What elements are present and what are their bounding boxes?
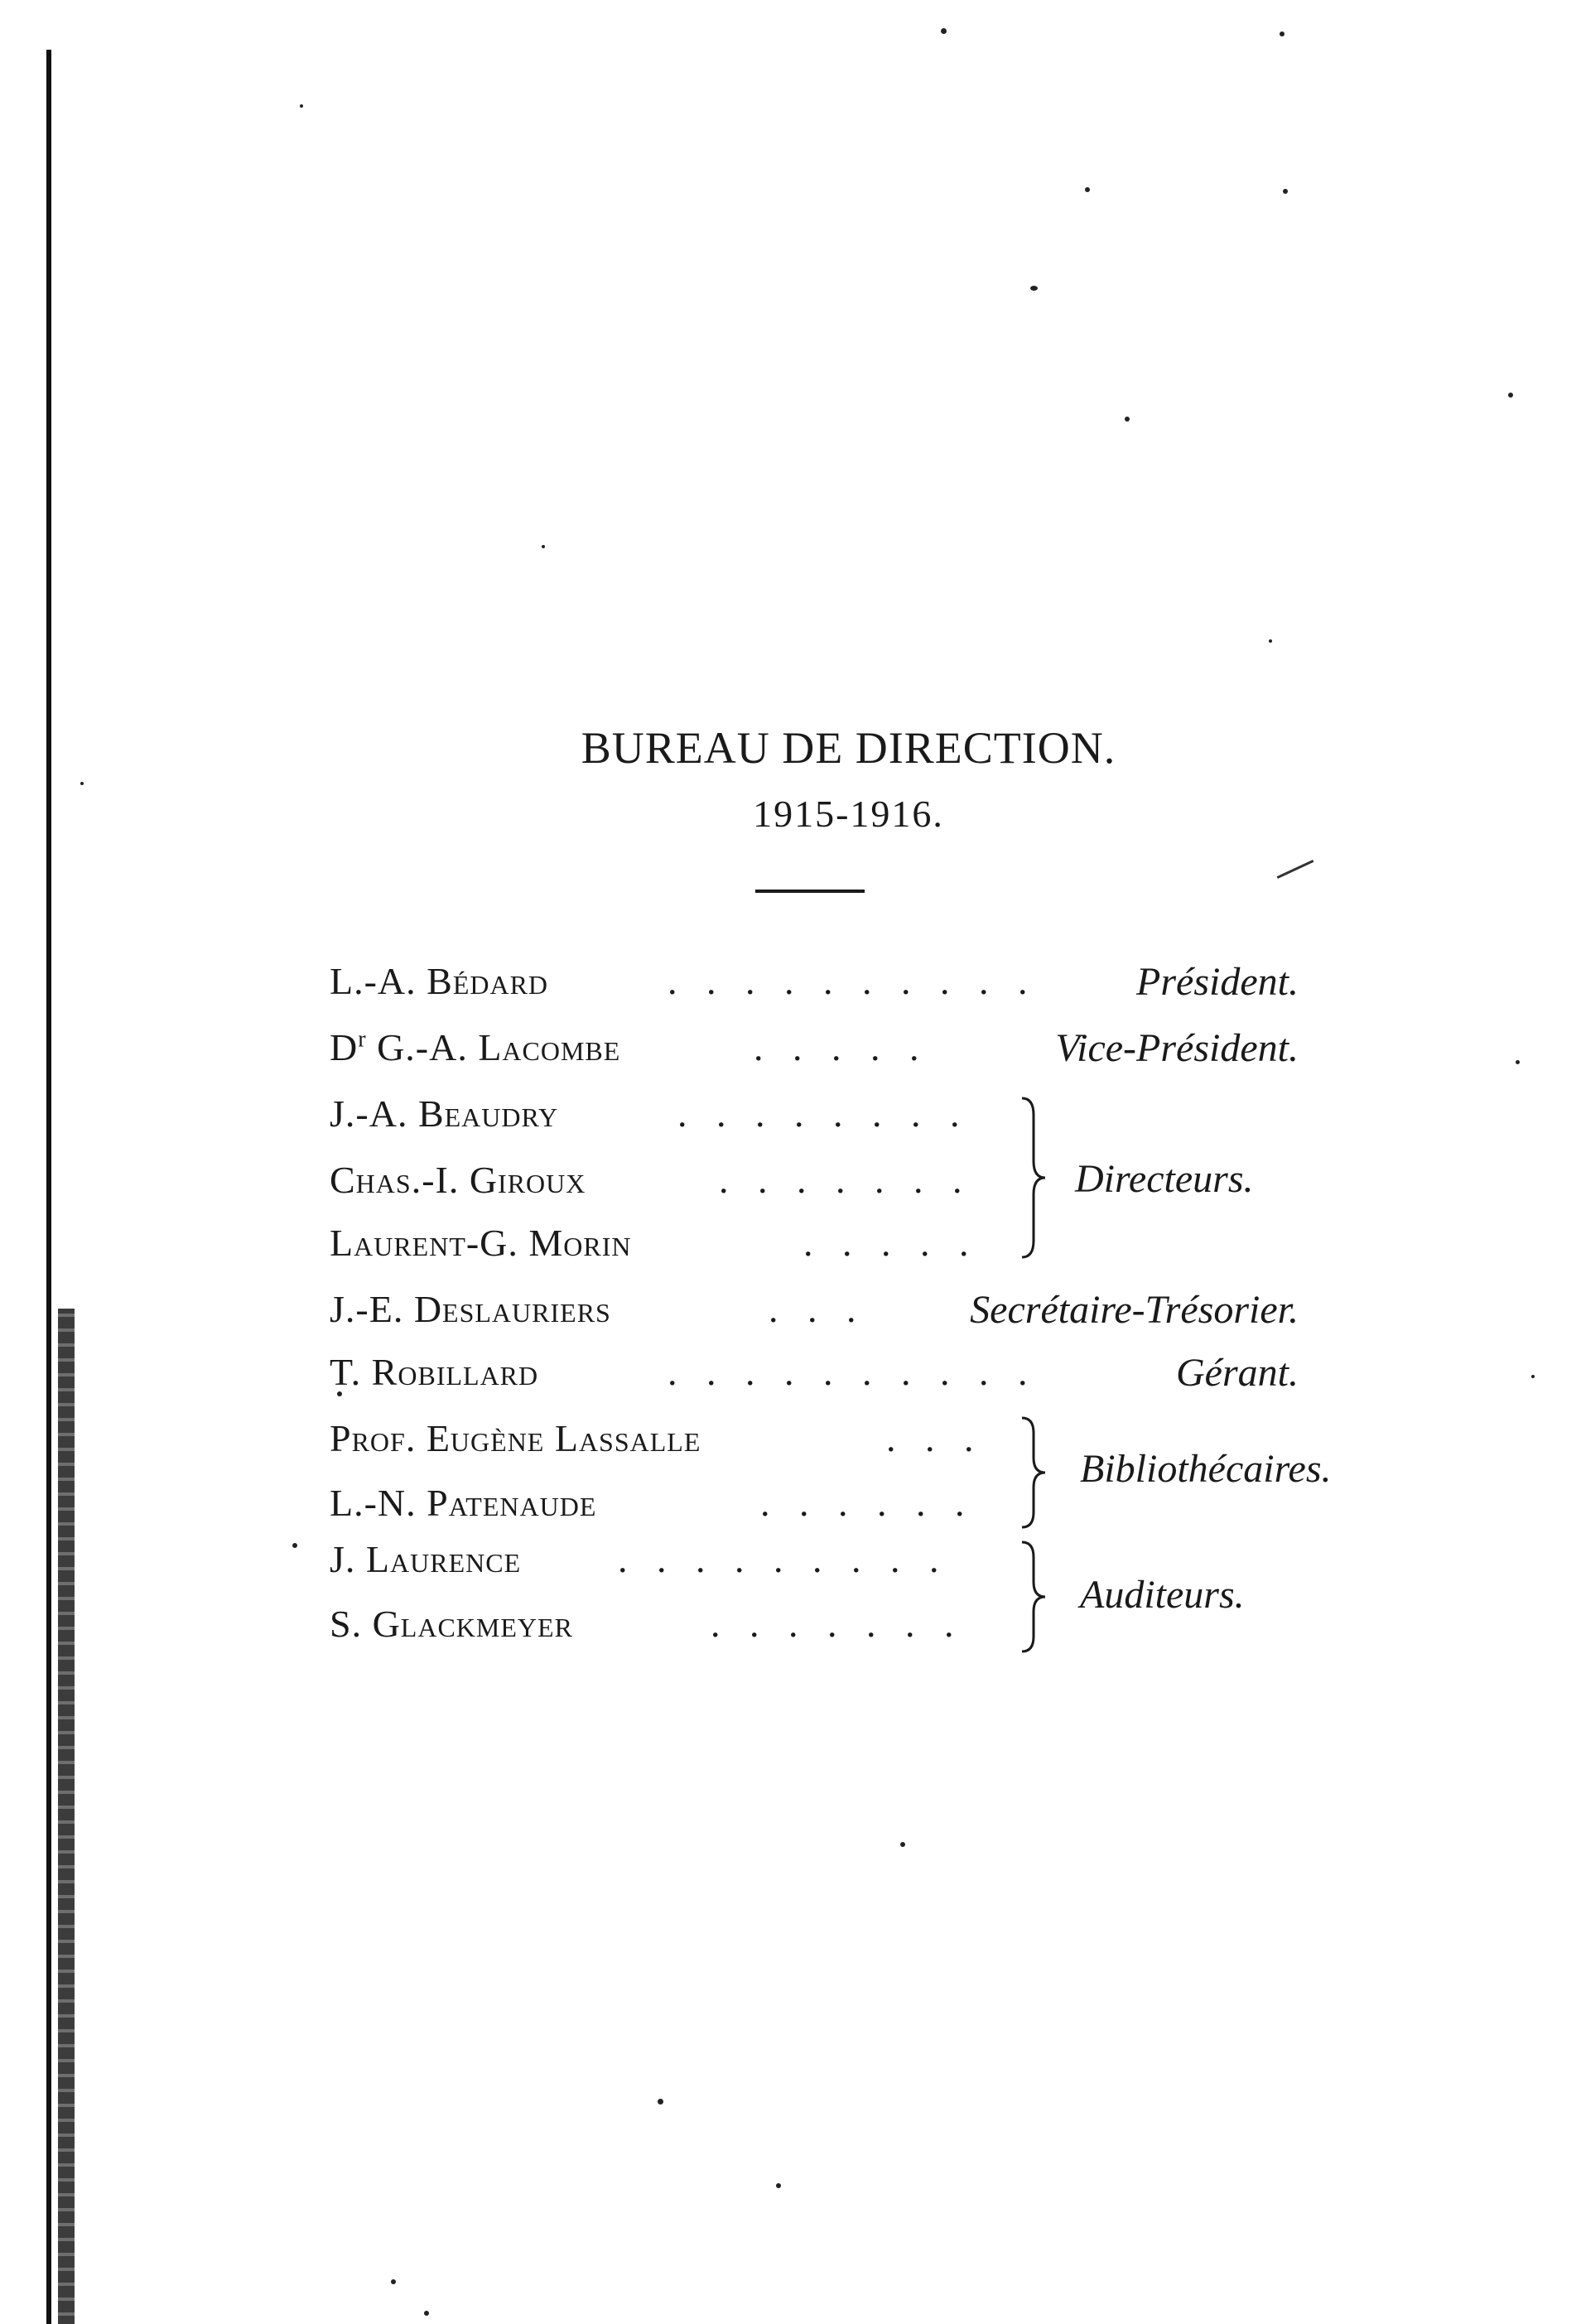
leader-dots: . . . . . . . bbox=[711, 1603, 964, 1645]
librarian-row bbox=[330, 1416, 1075, 1466]
leader-dots: . . . bbox=[769, 1288, 866, 1330]
leader-dots: . . . . . . . . . . bbox=[668, 1351, 1038, 1393]
scan-speck bbox=[80, 782, 84, 785]
director-name: Chas.-I. Giroux bbox=[330, 1159, 586, 1201]
leader-dots: . . . . . bbox=[754, 1026, 929, 1068]
scan-speck bbox=[1516, 1060, 1520, 1064]
scan-speck bbox=[1283, 189, 1288, 194]
scan-speck bbox=[776, 2183, 781, 2188]
leader-dots: . . . . . . bbox=[760, 1482, 975, 1524]
officer-row-vice-president bbox=[330, 1025, 1299, 1075]
scan-speck bbox=[658, 2099, 663, 2105]
scan-speck bbox=[1508, 393, 1513, 398]
leader-dots: . . . . . . . . . bbox=[618, 1538, 949, 1580]
director-name: J.-A. Beaudry bbox=[330, 1092, 559, 1135]
scan-speck bbox=[542, 545, 545, 548]
title-rule bbox=[755, 890, 865, 893]
officer-name: L.-A. Bédard bbox=[330, 960, 549, 1002]
leader-dots: . . . . . . . . . . bbox=[668, 960, 1038, 1002]
scan-speck bbox=[941, 28, 947, 34]
right-brace-icon bbox=[1017, 1539, 1050, 1655]
officer-row-secretary-treasurer bbox=[330, 1287, 1299, 1337]
scan-speck bbox=[1531, 1375, 1535, 1378]
scan-speck bbox=[300, 104, 303, 108]
scan-speck bbox=[1030, 286, 1038, 291]
scan-speck bbox=[1280, 31, 1285, 36]
leader-dots: . . . . . . . bbox=[719, 1159, 972, 1201]
leader-dots: . . . . . . . . bbox=[677, 1092, 970, 1135]
auditor-name: J. Laurence bbox=[330, 1538, 522, 1580]
director-row bbox=[330, 1158, 1075, 1208]
group-role-directors: Directeurs. bbox=[1075, 1157, 1254, 1201]
officer-row-manager bbox=[330, 1350, 1299, 1400]
scan-speck bbox=[391, 2279, 396, 2284]
leader-dots: . . . . . bbox=[803, 1222, 979, 1264]
officer-role: Vice-Président. bbox=[1055, 1026, 1299, 1070]
group-role-librarians: Bibliothécaires. bbox=[1080, 1447, 1332, 1491]
right-brace-icon bbox=[1017, 1415, 1050, 1531]
page-years: 1915-1916. bbox=[753, 793, 944, 835]
director-row bbox=[330, 1092, 1075, 1141]
auditor-name: S. Glackmeyer bbox=[330, 1603, 573, 1645]
officer-row-president bbox=[330, 959, 1299, 1009]
scan-speck bbox=[1125, 417, 1130, 422]
librarian-row bbox=[330, 1481, 1075, 1531]
librarian-name: L.-N. Patenaude bbox=[330, 1482, 597, 1524]
director-row bbox=[330, 1221, 1075, 1270]
librarian-name: Prof. Eugène Lassalle bbox=[330, 1417, 701, 1459]
officer-role: Gérant. bbox=[1176, 1351, 1299, 1395]
scan-speck bbox=[424, 2311, 429, 2316]
scan-speck bbox=[900, 1842, 905, 1847]
officer-name: T. Robillard bbox=[330, 1351, 539, 1393]
page-title: BUREAU DE DIRECTION. bbox=[581, 723, 1116, 773]
auditor-row bbox=[330, 1537, 1075, 1587]
honorific-prefix: $D^r$ bbox=[330, 1026, 367, 1068]
scan-speck bbox=[292, 1543, 297, 1548]
officer-name: J.-E. Deslauriers bbox=[330, 1288, 611, 1330]
scan-speck bbox=[1085, 187, 1090, 192]
officer-name bbox=[330, 1025, 620, 1069]
binding-edge-shadow bbox=[58, 1309, 75, 2324]
pencil-mark bbox=[1277, 860, 1314, 879]
director-name: Laurent-G. Morin bbox=[330, 1222, 632, 1264]
officer-role: Secrétaire-Trésorier. bbox=[970, 1288, 1299, 1332]
officer-name-main: G.-A. Lacombe bbox=[366, 1026, 621, 1068]
scan-speck bbox=[1269, 639, 1272, 643]
auditor-row bbox=[330, 1602, 1075, 1651]
leader-dots: . . . bbox=[886, 1417, 984, 1459]
right-brace-icon bbox=[1017, 1095, 1050, 1261]
officer-role: Président. bbox=[1136, 960, 1299, 1004]
group-role-auditors: Auditeurs. bbox=[1080, 1573, 1245, 1617]
binding-edge bbox=[46, 50, 51, 2324]
